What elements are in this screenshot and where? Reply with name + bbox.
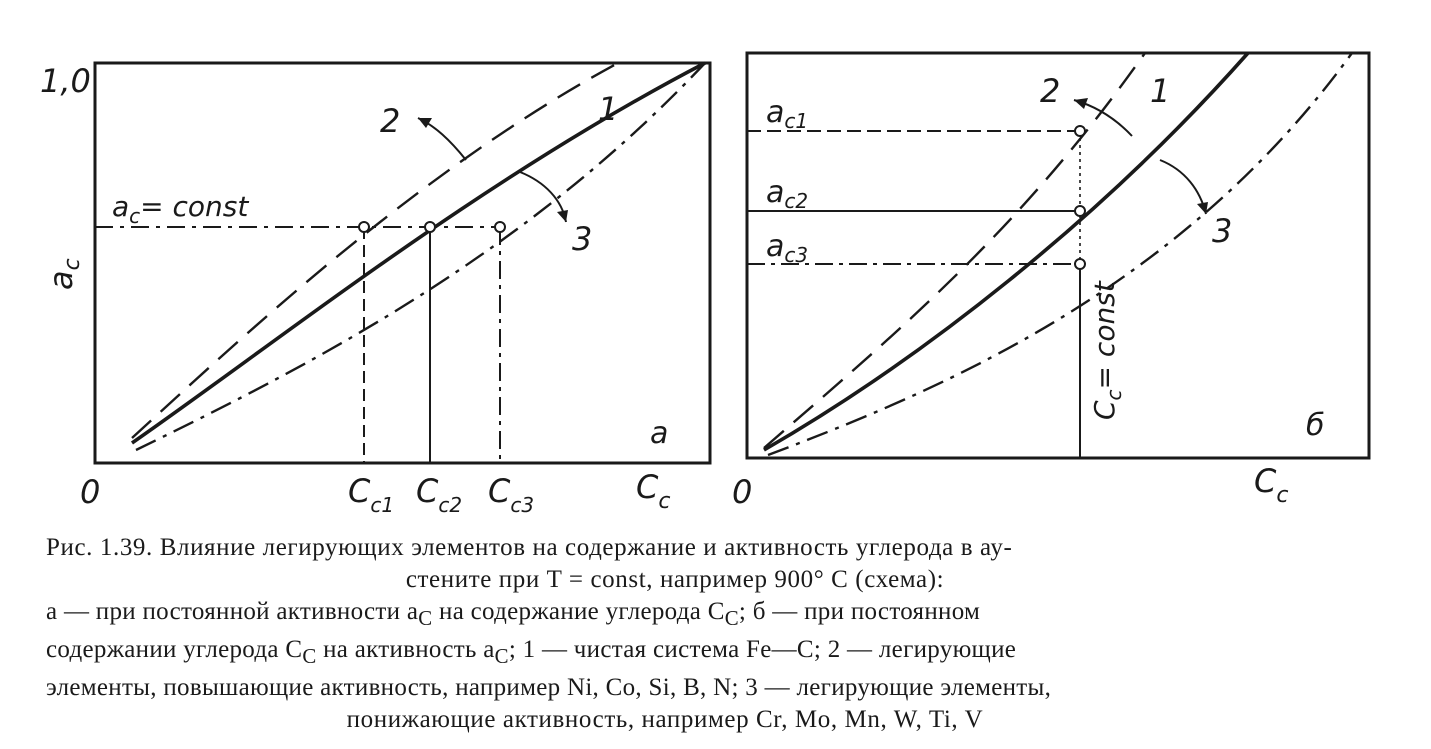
panel-b [732,53,1369,511]
panel-a-x-axis-label: $C_c$ [636,468,671,514]
panel-b-x-origin: 0 [732,473,753,511]
panel-a-y-axis-label [42,258,85,290]
caption-line-3: а — при постоянной активности $a_C$ на содержание углерода $C_C$; б — при постоянном [46,598,981,630]
panel-b-curve-label-1: 1 [1150,72,1171,110]
panel-a-point-c2 [425,222,435,232]
panel-b-point-ac3 [1075,259,1085,269]
caption-line-1: Рис. 1.39. Влияние легирующих элементов на содержание и активность углерода в ау- [46,534,1013,561]
panel-b-curve-1 [764,53,1248,450]
caption-line-5: элементы, повышающие активность, например Ni, Co, Si, B, N; 3 — легирующие элементы, [46,674,1052,701]
panel-a-const-label: $a_c=$ const [112,190,249,228]
panel-b-x-axis-label: $C_c$ [1254,462,1289,508]
panel-a [40,62,710,517]
figure-caption [40,532,1400,736]
panel-a-curve-label-2: 2 [380,102,401,140]
panel-b-y-mark-ac1: $a_{c1}$ [766,95,809,133]
panel-a-curve-label-1: 1 [598,90,619,128]
caption-line-4: содержании углерода $C_C$ на активность $a_C$; 1 — чистая система Fe—C; 2 — легирующие [46,636,1017,668]
panel-a-arrowhead-2 [418,118,432,128]
svg-text:Cc= const: $C_c=$ const [1088,281,1126,420]
caption-line-2: стените при T = const, например 900° С (схема): [405,566,945,593]
panel-b-y-mark-ac3: $a_{c3}$ [766,229,809,267]
panel-b-frame [747,53,1369,458]
panel-b-y-mark-ac2: $a_{c2}$ [766,175,809,213]
panel-a-x-origin: 0 [80,473,101,511]
panel-a-curve-2 [132,63,618,438]
panel-b-const-label [1088,280,1126,420]
panel-a-x-mark-c2: $C_{c2}$ [416,472,463,517]
caption-line-6: понижающие активность, например Cr, Mo, Mn, W, Ti, V [346,706,984,733]
panel-b-point-ac1 [1075,126,1085,136]
panel-a-letter: а [650,416,669,451]
panel-a-point-c3 [495,222,505,232]
panel-b-curve-label-2: 2 [1040,72,1061,110]
panel-b-point-ac2 [1075,206,1085,216]
panel-a-point-c1 [359,222,369,232]
panel-a-x-mark-c3: $C_{c3}$ [488,472,535,517]
svg-text:ac: $a_c$ [42,258,85,290]
panel-a-curve-label-3: 3 [572,220,593,258]
panel-b-curve-label-3: 3 [1212,212,1233,250]
panel-a-x-mark-c1: $C_{c1}$ [348,472,395,517]
panel-b-letter: б [1306,408,1325,443]
panel-a-y-tick-top: 1,0 [40,62,91,100]
panel-a-curve-1 [132,63,705,443]
